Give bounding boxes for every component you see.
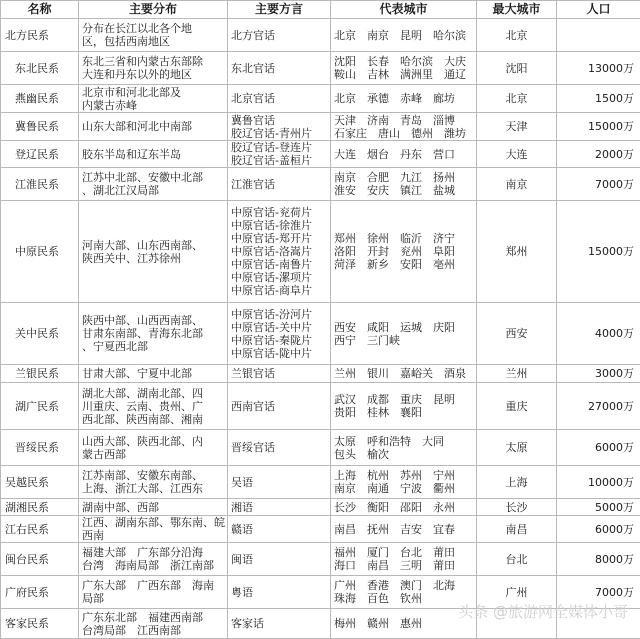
cell-dialect (228, 576, 331, 609)
table-row (1, 52, 640, 85)
table-row (1, 141, 640, 168)
cell-population: 6000万 (557, 430, 640, 466)
cell-largest-city: 北京 (477, 85, 557, 113)
cell-largest-city: 太原 (477, 430, 557, 466)
cell-dialect (228, 141, 331, 168)
header-row (1, 1, 640, 19)
cell-distribution-line: 福建大部 广东部分沿海 (82, 546, 224, 559)
cell-cities-line: 珠海 百色 钦州 (334, 592, 473, 605)
cell-dialect (228, 516, 331, 543)
cell-distribution (79, 85, 228, 113)
cell-dialect-line: 江淮官话 (231, 178, 327, 191)
cell-distribution-line: 台湾局部 江西南部 (82, 624, 224, 637)
cell-name: 登辽民系 (1, 141, 79, 168)
cell-distribution-line: 东北三省和内蒙古东部除 (82, 55, 224, 68)
cell-cities (331, 141, 477, 168)
cell-distribution (79, 201, 228, 303)
cell-name: 广府民系 (1, 576, 79, 609)
cell-dialect (228, 365, 331, 383)
cell-distribution-line: 北京市和河北北部及 (82, 86, 224, 99)
cell-distribution-line: 、湖北江汉局部 (82, 184, 224, 197)
cell-population: 15000万 (557, 201, 640, 303)
cell-dialect-line: 中原官话-徐淮片 (231, 219, 327, 232)
cell-name: 晋绥民系 (1, 430, 79, 466)
cell-distribution-line: 陕西中部、山西西南部、 (82, 314, 224, 327)
table-header (1, 1, 640, 19)
cell-dialect-line: 胶辽官话-盖桓片 (231, 154, 327, 167)
cell-dialect-line: 西南官话 (231, 400, 327, 413)
cell-population: 8000万 (557, 543, 640, 576)
cell-distribution-line: 、宁夏西北部 (82, 340, 224, 353)
cell-cities-line: 长沙 衡阳 邵阳 永州 (334, 501, 473, 514)
header-cities: 代表城市 (331, 1, 477, 19)
cell-distribution-line: 西南 (82, 529, 224, 542)
cell-dialect-line: 兰银官话 (231, 367, 327, 380)
cell-cities (331, 19, 477, 52)
cell-name: 燕幽民系 (1, 85, 79, 113)
cell-largest-city: 长沙 (477, 499, 557, 516)
cell-dialect (228, 430, 331, 466)
cell-dialect-line: 中原官话-南鲁片 (231, 258, 327, 271)
cell-distribution-line: 川重庆、云南、贵州、广 (82, 400, 224, 413)
cell-distribution (79, 516, 228, 543)
cell-dialect (228, 543, 331, 576)
cell-dialect (228, 201, 331, 303)
header-largest-city: 最大城市 (477, 1, 557, 19)
header-name: 名称 (1, 1, 79, 19)
cell-distribution-line: 胶东半岛和辽东半岛 (82, 148, 224, 161)
cell-name: 东北民系 (1, 52, 79, 85)
cell-distribution (79, 141, 228, 168)
cell-largest-city: 沈阳 (477, 52, 557, 85)
cell-dialect-line: 中原官话-汾河片 (231, 308, 327, 321)
table-row (1, 543, 640, 576)
cell-cities (331, 609, 477, 639)
cell-cities-line: 郑州 徐州 临沂 济宁 (334, 232, 473, 245)
cell-distribution-line: 广东大部 广西东部 海南 (82, 579, 224, 592)
cell-distribution-line: 山东大部和河北中南部 (82, 120, 224, 133)
cell-largest-city: 天津 (477, 113, 557, 141)
cell-name: 江淮民系 (1, 168, 79, 201)
cell-distribution-line: 湖北大部、湖南北部、四 (82, 387, 224, 400)
cell-name: 吴越民系 (1, 466, 79, 499)
cell-distribution-line: 区，包括西南地区 (82, 35, 224, 48)
header-dialect: 主要方言 (228, 1, 331, 19)
cell-dialect-line: 晋绥官话 (231, 441, 327, 454)
cell-cities (331, 303, 477, 365)
cell-name: 湖广民系 (1, 383, 79, 430)
table-row (1, 113, 640, 141)
cell-distribution (79, 383, 228, 430)
cell-cities (331, 201, 477, 303)
cell-population: 2000万 (557, 141, 640, 168)
cell-dialect-line: 客家话 (231, 617, 327, 630)
cell-cities (331, 52, 477, 85)
cell-largest-city: 北京 (477, 19, 557, 52)
cell-largest-city: 上海 (477, 466, 557, 499)
cell-name: 江右民系 (1, 516, 79, 543)
table-body (1, 19, 640, 639)
cell-distribution (79, 113, 228, 141)
cell-largest-city: 西安 (477, 303, 557, 365)
cell-distribution (79, 19, 228, 52)
cell-distribution-line: 甘肃东南部、青海东北部 (82, 327, 224, 340)
cell-distribution-line: 湖南中部、西部 (82, 501, 224, 514)
cell-dialect-line: 北方官话 (231, 29, 327, 42)
cell-dialect-line: 闽语 (231, 553, 327, 566)
cell-cities-line: 兰州 银川 嘉峪关 酒泉 (334, 367, 473, 380)
cell-largest-city: 南京 (477, 168, 557, 201)
cell-distribution-line: 江苏南部、安徽东南部、 (82, 469, 224, 482)
cell-distribution-line: 甘肃大部、宁夏中北部 (82, 367, 224, 380)
cell-dialect (228, 168, 331, 201)
cell-name: 关中民系 (1, 303, 79, 365)
table-row (1, 466, 640, 499)
cell-cities-line: 菏泽 新乡 安阳 亳州 (334, 258, 473, 271)
cell-distribution (79, 52, 228, 85)
cell-cities-line: 贵阳 桂林 襄阳 (334, 406, 473, 419)
cell-population: 15000万 (557, 113, 640, 141)
cell-distribution (79, 303, 228, 365)
cell-dialect-line: 中原官话-商阜片 (231, 284, 327, 297)
cell-cities-line: 北京 南京 昆明 哈尔滨 (334, 29, 473, 42)
cell-cities-line: 大连 烟台 丹东 营口 (334, 148, 473, 161)
cell-cities-line: 太原 呼和浩特 大同 (334, 435, 473, 448)
cell-dialect-line: 东北官话 (231, 62, 327, 75)
cell-largest-city: 重庆 (477, 383, 557, 430)
cell-cities-line: 福州 厦门 台北 莆田 (334, 546, 473, 559)
cell-dialect-line: 中原官话-关中片 (231, 321, 327, 334)
cell-cities (331, 516, 477, 543)
cell-distribution (79, 168, 228, 201)
cell-population: 13000万 (557, 52, 640, 85)
cell-cities-line: 沈阳 长春 哈尔滨 大庆 (334, 55, 473, 68)
cell-name: 闽台民系 (1, 543, 79, 576)
cell-dialect (228, 499, 331, 516)
cell-dialect (228, 609, 331, 639)
cell-largest-city: 兰州 (477, 365, 557, 383)
cell-name: 客家民系 (1, 609, 79, 639)
cell-dialect (228, 52, 331, 85)
cell-distribution-line: 江苏中北部、安徽中北部 (82, 171, 224, 184)
cell-distribution-line: 广东东北部 福建西南部 (82, 611, 224, 624)
cell-name: 北方民系 (1, 19, 79, 52)
cell-distribution (79, 466, 228, 499)
cell-dialect (228, 113, 331, 141)
cell-dialect-line: 冀鲁官话 (231, 114, 327, 127)
cell-largest-city: 广州 (477, 576, 557, 609)
cell-cities (331, 576, 477, 609)
cell-cities (331, 383, 477, 430)
cell-dialect (228, 383, 331, 430)
cell-cities (331, 499, 477, 516)
table-row (1, 19, 640, 52)
table-row (1, 365, 640, 383)
cell-distribution-line: 内蒙古赤峰 (82, 99, 224, 112)
cell-largest-city: 大连 (477, 141, 557, 168)
cell-cities (331, 365, 477, 383)
cell-name: 中原民系 (1, 201, 79, 303)
cell-cities (331, 113, 477, 141)
cell-distribution-line: 局部 (82, 592, 224, 605)
cell-dialect (228, 466, 331, 499)
table-row (1, 430, 640, 466)
cell-cities (331, 466, 477, 499)
cell-cities-line: 西宁 三门峡 (334, 334, 473, 347)
cell-distribution (79, 576, 228, 609)
cell-distribution (79, 543, 228, 576)
cell-distribution-line: 河南大部、山东西南部、 (82, 239, 224, 252)
cell-cities (331, 543, 477, 576)
table-row (1, 303, 640, 365)
table-row (1, 85, 640, 113)
cell-dialect (228, 19, 331, 52)
cell-distribution (79, 609, 228, 639)
cell-cities-line: 淮安 安庆 镇江 盐城 (334, 184, 473, 197)
cell-cities-line: 西安 咸阳 运城 庆阳 (334, 321, 473, 334)
cell-cities-line: 天津 济南 青岛 淄博 (334, 114, 473, 127)
cell-cities-line: 梅州 赣州 惠州 (334, 617, 473, 630)
cell-cities-line: 鞍山 吉林 满洲里 通辽 (334, 68, 473, 81)
cell-population: 10000万 (557, 466, 640, 499)
cell-cities-line: 南昌 抚州 吉安 宜春 (334, 523, 473, 536)
cell-cities (331, 430, 477, 466)
cell-distribution-line: 陕西关中、江苏徐州 (82, 252, 224, 265)
cell-cities-line: 武汉 成都 重庆 昆明 (334, 393, 473, 406)
cell-largest-city: 郑州 (477, 201, 557, 303)
cell-dialect-line: 中原官话-洛嵩片 (231, 245, 327, 258)
cell-population: 7000万 (557, 576, 640, 609)
cell-distribution (79, 430, 228, 466)
cell-cities-line: 南京 合肥 九江 扬州 (334, 171, 473, 184)
table-row (1, 499, 640, 516)
cell-cities (331, 168, 477, 201)
cell-population: 5000万 (557, 499, 640, 516)
cell-cities-line: 上海 杭州 苏州 宁州 (334, 469, 473, 482)
cell-cities-line: 石家庄 唐山 德州 潍坊 (334, 127, 473, 140)
cell-distribution-line: 大连和丹东以外的地区 (82, 68, 224, 81)
cell-cities-line: 洛阳 开封 兖州 阜阳 (334, 245, 473, 258)
cell-population: 4000万 (557, 303, 640, 365)
cell-cities (331, 85, 477, 113)
cell-dialect-line: 胶辽官话-登连片 (231, 141, 327, 154)
cell-dialect-line: 湘语 (231, 501, 327, 514)
cell-largest-city: 南昌 (477, 516, 557, 543)
cell-largest-city: 台北 (477, 543, 557, 576)
cell-population: 27000万 (557, 383, 640, 430)
cell-name: 兰银民系 (1, 365, 79, 383)
table-row (1, 516, 640, 543)
cell-population: 7000万 (557, 168, 640, 201)
cell-cities-line: 北京 承德 赤峰 廊坊 (334, 92, 473, 105)
cell-cities-line: 包头 榆次 (334, 448, 473, 461)
cell-dialect-line: 赣语 (231, 523, 327, 536)
cell-distribution-line: 台湾 海南局部 浙江南部 (82, 559, 224, 572)
cell-dialect-line: 中原官话-兖荷片 (231, 206, 327, 219)
cell-distribution-line: 蒙古西部 (82, 448, 224, 461)
cell-dialect-line: 中原官话-漯项片 (231, 271, 327, 284)
cell-dialect-line: 北京官话 (231, 92, 327, 105)
cell-distribution-line: 分布在长江以北各个地 (82, 22, 224, 35)
cell-name: 湖湘民系 (1, 499, 79, 516)
table-row (1, 383, 640, 430)
watermark: 头条 @旅游网全媒体小哥 (458, 601, 628, 622)
header-population: 人口 (557, 1, 640, 19)
cell-name: 冀鲁民系 (1, 113, 79, 141)
cell-distribution-line: 西北部、陕西南部、湘南 (82, 413, 224, 426)
cell-distribution (79, 365, 228, 383)
cell-cities-line: 海口 南昌 三明 莆田 (334, 559, 473, 572)
cell-dialect (228, 303, 331, 365)
cell-cities-line: 南京 南通 宁波 衢州 (334, 482, 473, 495)
cell-distribution (79, 499, 228, 516)
cell-dialect (228, 85, 331, 113)
cell-dialect-line: 中原官话-郑开片 (231, 232, 327, 245)
table-row (1, 168, 640, 201)
cell-distribution-line: 上海、浙江大部、江西东 (82, 482, 224, 495)
cell-population: 3000万 (557, 365, 640, 383)
cell-dialect-line: 中原官话-陇中片 (231, 347, 327, 360)
cell-population: 6000万 (557, 516, 640, 543)
cell-distribution-line: 江西、湖南东部、鄂东南、皖 (82, 516, 224, 529)
cell-cities-line: 广州 香港 澳门 北海 (334, 579, 473, 592)
cell-dialect-line: 粤语 (231, 586, 327, 599)
cell-dialect-line: 中原官话-秦陇片 (231, 334, 327, 347)
cell-dialect-line: 胶辽官话-青州片 (231, 127, 327, 140)
table-row (1, 201, 640, 303)
header-distribution: 主要分布 (79, 1, 228, 19)
cell-dialect-line: 吴语 (231, 476, 327, 489)
cell-distribution-line: 山西大部、陕西北部、内 (82, 435, 224, 448)
cell-population: 1500万 (557, 85, 640, 113)
cell-population (557, 19, 640, 52)
